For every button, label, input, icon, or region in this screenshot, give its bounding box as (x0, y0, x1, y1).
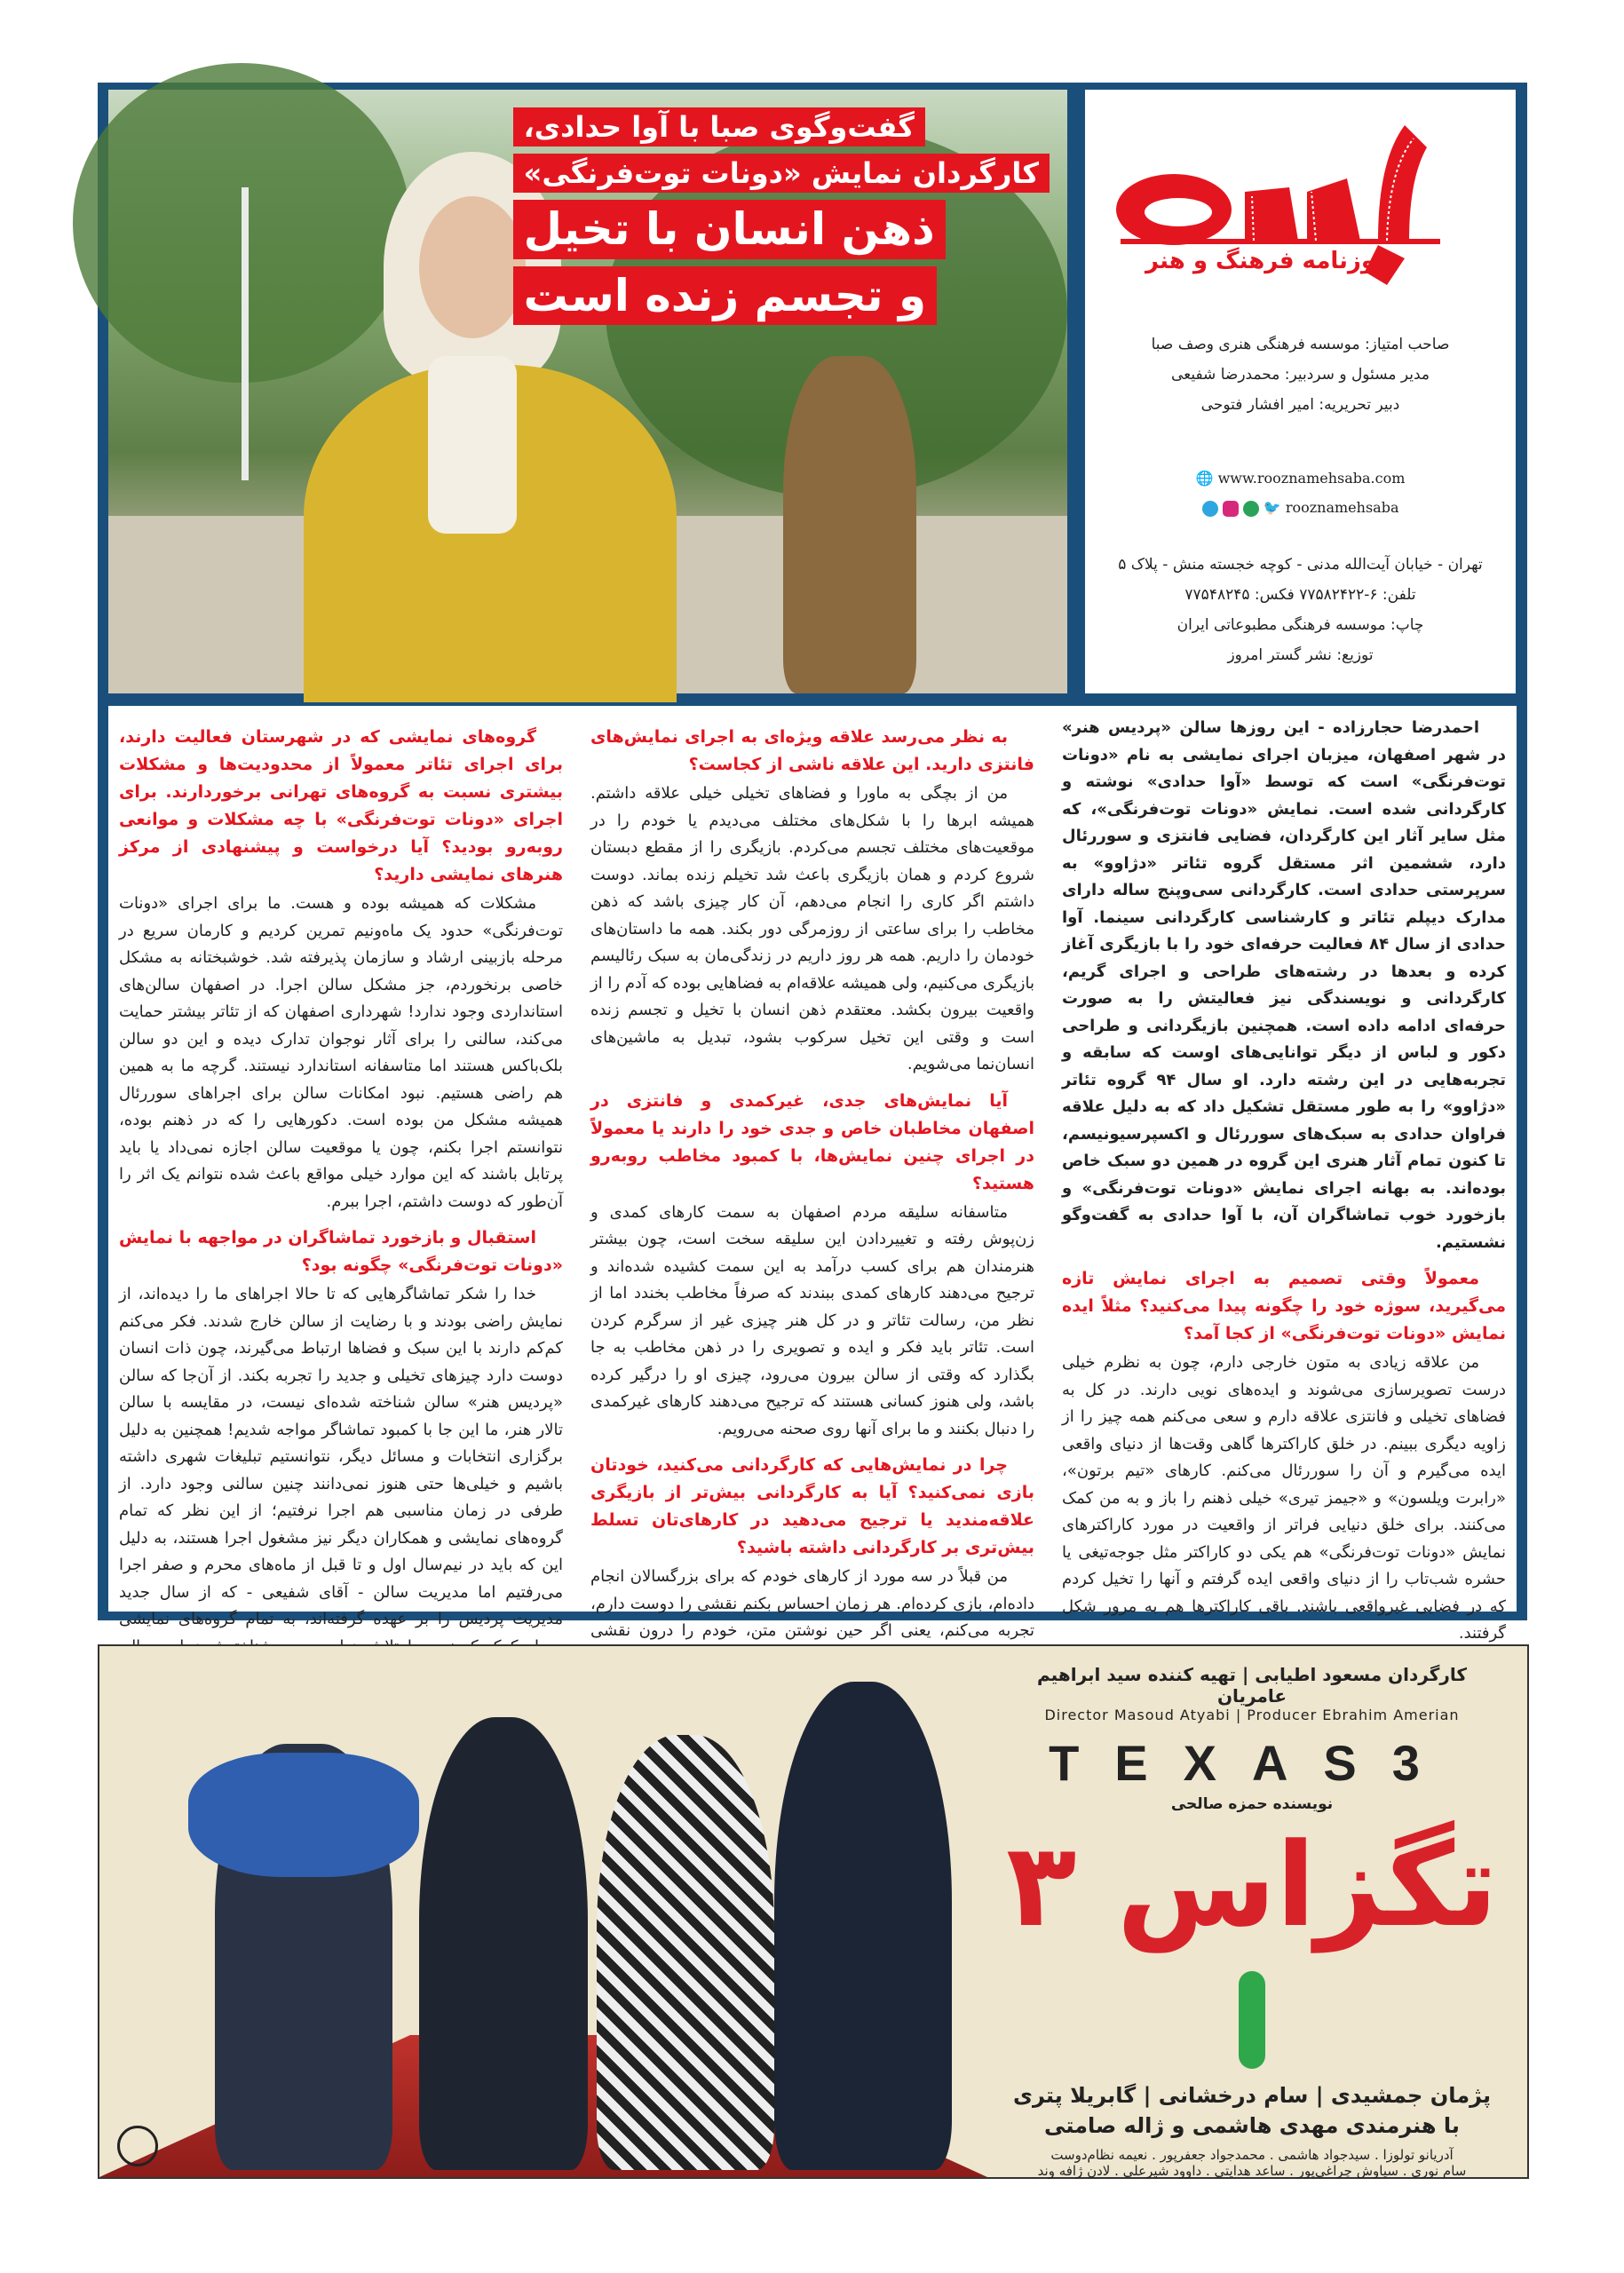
ad-writer: نویسنده حمزه صالحی (1170, 1795, 1334, 1813)
article-column-middle (590, 715, 1034, 1640)
ad-cast-line-2: سام نوری . سیاوش چراغی‌پور . ساعد هدایتی . داوود شیرعلی . لادن ژافه وند (1037, 2163, 1467, 2179)
headline (513, 107, 1050, 325)
ad-cast-line-1: آدریانو تولوزا . سیدجواد هاشمی . محمدجواد جعفرپور . نعیمه نظام‌دوست (1050, 2147, 1454, 2163)
masthead-address: تهران - خیابان آیت‌الله مدنی - کوچه خجسته منش - پلاک ۵ (1118, 556, 1483, 574)
headline-kicker-1: گفت‌وگوی صبا با آوا حدادی، (513, 107, 925, 147)
ad-title-fa-text: تگزاس ۳ (1006, 1818, 1498, 1952)
cactus-icon (1239, 1971, 1265, 2069)
interview-question: آیا نمایش‌های جدی، غیرکمدی و فانتزی در اصفهان مخاطبان خاص و جدی خود را دارند یا معمولاً در اجرای چنین نمایش‌ها، با کمبود مخاطب روبه‌رو هستید؟ (590, 1090, 1034, 1193)
masthead (1085, 90, 1516, 693)
ad-stars: پژمان جمشیدی | سام درخشانی | گابریلا پتری (1012, 2083, 1492, 2108)
website-link[interactable]: www.rooznamehsaba.com (1217, 470, 1406, 487)
interview-answer: من علاقه زیادی به متون خارجی دارم، چون به نظرم خیلی درست تصویرسازی می‌شوند و ایده‌های نویی دارند. در کل به فضاهای تخیلی و فانتزی علاقه دارم و سعی می‌کنم همه چیز را از زاویه دیگری ببینم. در خلق کاراکترها گاهی وقت‌ها از دنیای واقعی ایده می‌گیرم و آن را سوررئال می‌کنم. کارهای «تیم برتون»، «رابرت ویلسون» و «جیمز تیری» خیلی ذهنم را باز و به من کمک می‌کنند. برای خلق دنیایی فراتر از واقعیت در مورد کاراکترهای نمایش «دونات توت‌فرنگی» هم یکی دو کاراکتر مثل جوجه‌تیغی یا حشره شب‌تاب را از دنیای واقعی ایده گرفتم و آنها را تخیل کردم که در فضایی غیرواقعی باشند. باقی کاراکترها هم به مرور شکل گرفتند. (1062, 1353, 1506, 1643)
ad-actor-1-blanket (188, 1753, 419, 1877)
article-intro: احمدرضا حجارزاده - این روزها سالن «پردیس هنر» در شهر اصفهان، میزبان اجرای نمایشی به نام «دونات توت‌فرنگی» است که توسط «آوا حدادی» نوشته و کارگردانی شده است. نمایش «دونات توت‌فرنگی»، که مثل سایر آثار این کارگردان، فضایی فانتزی و سوررئال دارد، ششمین اثر مستقل گروه تئاتر «دژاوو» به سرپرستی حدادی است. کارگردانی سی‌وپنج ساله دارای مدارک دیپلم تئاتر و کارشناسی کارگردانی سینما. آوا حدادی از سال ۸۴ فعالیت حرفه‌ای خود را با بازیگری آغاز کرده و بعدها در رشته‌های طراحی و اجرای گریم، کارگردانی و نویسندگی نیز فعالیتش را به صورت حرفه‌ای ادامه داده است. همچنین بازیگردانی و طراحی دکور و لباس از دیگر توانایی‌های اوست که سابقه و تجربه‌هایی در این رشته دارد. او سال ۹۴ گروه تئاتر «دژاوو» را به طور مستقل تشکیل داد که به دلیل علاقه فراوان حدادی به سبک‌های سوررئال و اکسپرسیونیسم، تا کنون تمام آثار هنری این گروه در همین دو سبک خاص بوده‌اند. به بهانه اجرای نمایش «دونات توت‌فرنگی» و بازخورد خوب تماشاگران آن، با آوا حدادی به گفت‌وگو نشستیم. (1062, 718, 1507, 1252)
movie-advertisement[interactable] (98, 1644, 1529, 2179)
interview-photo (108, 90, 1067, 693)
article-column-left (119, 715, 563, 1628)
ad-title-en: TEXAS3 (1049, 1735, 1455, 1791)
masthead-print: چاپ: موسسه فرهنگی مطبوعاتی ایران (1176, 616, 1424, 634)
headline-title-2: و تجسم زنده است (513, 266, 937, 326)
website-row[interactable] (1085, 464, 1516, 493)
social-handle: rooznamehsaba (1285, 499, 1399, 516)
interview-answer: خدا را شکر تماشاگرهایی که تا حالا اجراهای ما را دیده‌اند، از نمایش راضی بودند و با رضایت از سالن خارج شدند. فکر می‌کنم کم‌کم دارند با این سبک و فضاها ارتباط می‌گیرند، چون ذات انسان دوست دارد چیزهای تخیلی و جدید را تجربه بکند. از آن‌جا که سالن «پردیس هنر» سالن شناخته شده‌ای نیست، در مقایسه با سالن تالار هنر، ما این جا با کمبود تماشاگر مواجه شدیم! همچنین به دلیل برگزاری انتخابات و مسائل دیگر، نتوانستیم تبلیغات شهری داشته باشیم و خیلی‌ها حتی هنوز نمی‌دانند چنین سالنی وجود دارد. از طرفی در زمان مناسبی هم اجرا نرفتیم؛ از این نظر که تمام گروه‌های نمایشی و همکاران دیگر نیز مشغول اجرا هستند، به دلیل این که باید در نیم‌سال اول و تا قبل از ماه‌های محرم و صفر اجرا می‌رفتیم اما مدیریت سالن - آقای شفیعی - که از سال جدید مدیریت پردیس را بر عهده گرفته‌اند، به تمام گروه‌های نمایشی (119, 1285, 563, 1628)
interview-answer: من قبلاً در سه مورد از کارهای خودم که برای بزرگسالان انجام داده‌ام، بازی کرده‌ام. هر زمان احساس بکنم نقشی را دوست دارم، تجربه می‌کنم، یعنی اگر حین نوشتن متن، خودم را درون نقشی (590, 1567, 1034, 1640)
interview-question: گروه‌های نمایشی که در شهرستان فعالیت دارند، برای اجرای تئاتر معمولاً از محدودیت‌ها و مشکلات بیشتری نسبت به گروه‌های تهرانی برخوردارند. برای اجرای «دونات توت‌فرنگی» با چه مشکلات و موانعی روبه‌رو بودید؟ آیا درخواست و پیشنهادی از مرکز هنرهای نمایشی دارید؟ (119, 727, 563, 884)
interview-answer: متاسفانه سلیقه مردم اصفهان به سمت کارهای کمدی و زن‌پوش رفته و تغییردادن این سلیقه سخت است، چون بیشتر هنرمندان هم برای کسب درآمد به این سمت کشیده شده‌اند و ترجیح می‌دهند کارهای کمدی ببندند که صرفاً مخاطب بخندد اما از نظر من، رسالت تئاتر و در کل هنر چیزی غیر از سرگرم کردن است. تئاتر باید فکر و ایده و تصویری را در ذهن مخاطب به جا بگذارد که وقتی از سالن بیرون می‌رود، چیزی او را درگیر کرده باشد، ولی هنوز کسانی هستند که ترجیح می‌دهند کارهای غیرکمدی را دنبال بکنند و ما برای آنها روی صحنه می‌رویم. (590, 1202, 1034, 1438)
interview-question: به نظر می‌رسد علاقه ویژه‌ای به اجرای نمایش‌های فانتزی دارید. این علاقه ناشی از کجاست؟ (590, 727, 1034, 774)
telegram-icon[interactable] (1202, 501, 1218, 517)
headline-title-1: ذهن انسان با تخیل (513, 200, 946, 259)
ad-credits-fa: کارگردان مسعود اطیابی | تهیه کننده سید ابراهیم عامریان (1037, 1664, 1467, 1707)
masthead-distribution: توزیع: نشر گستر امروز (1227, 646, 1374, 664)
interview-answer: مشکلات که همیشه بوده و هست. ما برای اجرای «دونات توت‌فرنگی» حدود یک ماه‌ونیم تمرین کردیم و کارمان سریع در مرحله بازبینی ارشاد و سازمان پذیرفته شد. خوشبختانه به مشکل خاصی برنخوردم، جز مشکل سالن اجرا. در اصفهان سالن‌های استانداردی وجود ندارد! شهرداری اصفهان که از تئاتر بیشتر حمایت می‌کند، سالنی را برای آثار نوجوان تدارک دیده و این دو سالن بلک‌باکس هستند اما متاسفانه استاندارد نیستند. گرچه ما به همین هم راضی هستیم. نبود امکانات سالن برای اجراهای سوررئال همیشه مشکل من بوده است. دکورهایی را که در ذهنم بوده، نتوانستم اجرا بکنم، چون یا موقعیت سالن اجازه نمی‌داد یا باید پرتابل باشند که این موارد خیلی مواقع باعث شده نتوانم یک اثر را آن‌طور که دوست داشتم، اجرا ببرم. (119, 894, 563, 1211)
production-logo (117, 2126, 158, 2166)
interview-question: معمولاً وقتی تصمیم به اجرای نمایش تازه می‌گیرید، سوژه خود را چگونه پیدا می‌کنید؟ مثلاً ایده نمایش «دونات توت‌فرنگی» از کجا آمد؟ (1062, 1269, 1506, 1343)
social-row[interactable] (1085, 494, 1516, 522)
article-column-right (1062, 715, 1507, 1643)
masthead-tagline: روزنامه فرهنگ و هنر (1145, 248, 1390, 274)
masthead-secretary: دبیر تحریریه: امیر افشار فتوحی (1200, 396, 1400, 414)
ad-actor-2 (419, 1717, 588, 2170)
aparat-icon[interactable] (1243, 501, 1259, 517)
article-body (108, 706, 1517, 1643)
ad-actress (597, 1735, 774, 2170)
ad-credits-en: Director Masoud Atyabi | Producer Ebrahim Amerian (1044, 1707, 1460, 1723)
masthead-editor: مدیر مسئول و سردبیر: محمدرضا شفیعی (1170, 366, 1430, 384)
interview-question: استقبال و بازخورد تماشاگران در مواجهه با نمایش «دونات توت‌فرنگی» چگونه بود؟ (119, 1228, 563, 1275)
masthead-publisher: صاحب امتیاز: موسسه فرهنگی هنری وصف صبا (1151, 336, 1450, 353)
instagram-icon[interactable] (1223, 501, 1239, 517)
ad-actor-3 (774, 1682, 952, 2170)
headline-kicker-2: کارگردان نمایش «دونات توت‌فرنگی» (513, 154, 1050, 193)
ad-featuring: با هنرمندی مهدی هاشمی و ژاله صامتی (1044, 2113, 1460, 2138)
twitter-icon[interactable]: 🐦 (1263, 499, 1281, 516)
interview-answer: من از بچگی به ماورا و فضاهای تخیلی خیلی علاقه داشتم. همیشه ابرها را با شکل‌های مختلف می‌دیدم یا خودم را در موقعیت‌های مختلف تجسم می‌کردم. بازیگری را از مقطع دبستان شروع کردم و همان بازیگری باعث شد تخیلم زنده بماند. دوست داشتم اگر کاری را انجام می‌دهم، آن کار چیزی باشد که ذهن مخاطب را برای ساعتی از روزمرگی دور بکند. همه ما داستان‌های خودمان را داریم. همه هر روز داریم در زندگی‌مان به سبک رئالیسم بازیگری می‌کنیم، ولی همیشه علاقه‌ام به فضاهایی بوده که آدم را از واقعیت بیرون بکشد. معتقدم ذهن انسان با تخیل و تجسم زنده است و وقتی این تخیل سرکوب بشود، تبدیل به ماشین‌های انسان‌نما می‌شویم. (590, 784, 1034, 1073)
masthead-phone: تلفن: ۶-۷۷۵۸۲۴۲۲ فکس: ۷۷۵۴۸۲۴۵ (1184, 586, 1416, 604)
page-frame (98, 83, 1527, 1643)
globe-icon: 🌐 (1195, 470, 1214, 487)
interview-question: چرا در نمایش‌هایی که کارگردانی می‌کنید، خودتان بازی نمی‌کنید؟ آیا به کارگردانی بیش‌تر از بازیگری علاقه‌مندید یا ترجیح می‌دهید در کارهای‌تان تسلط بیش‌تری بر کارگردانی داشته باشید؟ (590, 1455, 1034, 1557)
ad-text (1003, 1664, 1501, 2179)
ad-title-fa (1003, 1818, 1501, 2076)
